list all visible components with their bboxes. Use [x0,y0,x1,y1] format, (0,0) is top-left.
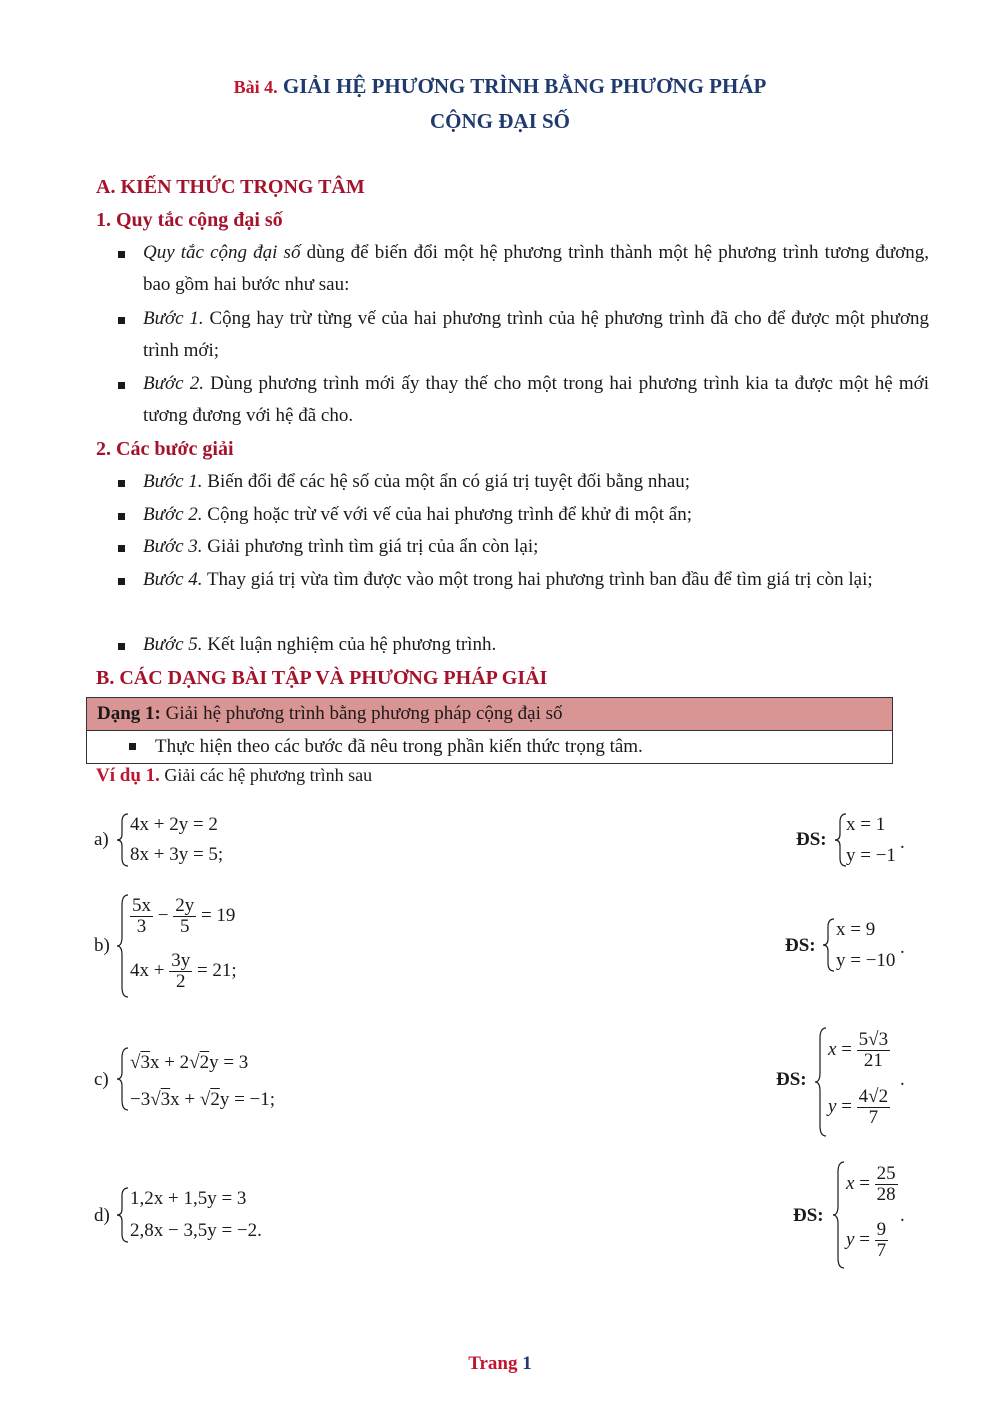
exercise-a-label: a) [94,829,109,850]
answer-d-period: . [900,1205,905,1226]
fraction-numerator: 2y [175,895,195,916]
answer-a-x: x = 1 [846,814,886,835]
answer-a-period: . [900,832,905,853]
exercise-d-eq2: 2,8x − 3,5y = −2. [130,1220,262,1241]
fraction-numerator: 5√3 [858,1029,889,1050]
answer-a-label: ĐS: [796,829,827,850]
exercise-d-label: d) [94,1205,110,1226]
brace-icon [822,917,836,973]
brace-icon [116,812,130,868]
lesson-number: Bài 4. [233,77,278,97]
bullet [118,629,125,661]
dang-label: Dạng 1: [97,703,161,724]
rule-item-2 [143,303,929,367]
answer-c-label: ĐS: [776,1069,807,1090]
answer-c-x: x = $\frac{5√3}{21}$ [828,1029,889,1071]
dang-title: Giải hệ phương trình bằng phương pháp cộng đại số [160,703,563,724]
rule-item-text: Dùng phương trình mới ấy thay thế cho một trong hai phương trình kia ta được một hệ mới tương đương với hệ đã cho. [143,373,929,426]
exercise-a-eq2: 8x + 3y = 5; [130,844,224,865]
brace-icon [116,1046,130,1112]
answer-d-x: x = $\frac{25}{28}$ [846,1163,896,1205]
bullet [118,466,125,498]
step-item-text: Cộng hoặc trừ vế với vế của hai phương trình để khử đi một ẩn; [202,504,693,525]
rule-item-text: Cộng hay trừ từng vế của hai phương trình của hệ phương trình đã cho để được một phương trình mới; [143,308,930,361]
exercise-b-eq2 [130,951,237,992]
title-line1: GIẢI HỆ PHƯƠNG TRÌNH BẰNG PHƯƠNG PHÁP [282,74,767,98]
minus-sign: − [157,904,169,926]
subsection-1-heading: 1. Quy tắc cộng đại số [96,209,283,231]
bullet [118,237,125,269]
rule-item-emphasis: Quy tắc cộng đại số [143,242,301,263]
bullet [118,368,125,400]
step-item-2 [143,499,929,531]
step-item-text: Giải phương trình tìm giá trị của ẩn còn lại; [202,536,539,557]
section-a-heading: A. KIẾN THỨC TRỌNG TÂM [96,176,365,198]
answer-c-period: . [900,1069,905,1090]
bullet [118,564,125,596]
footer-word: Trang [468,1353,518,1374]
example-text: Giải các hệ phương trình sau [159,765,373,785]
step-item-emphasis: Bước 3. [143,536,203,557]
fraction-numerator: 4√2 [858,1086,889,1107]
step-item-text: Kết luận nghiệm của hệ phương trình. [202,634,497,655]
answer-b-x: x = 9 [836,919,876,940]
answer-b-period: . [900,937,905,958]
subsection-2-heading: 2. Các bước giải [96,438,234,460]
equation-rhs: = 21; [196,959,237,981]
exercise-b-label: b) [94,935,110,956]
rule-item-emphasis: Bước 2. [143,373,204,394]
step-item-emphasis: Bước 5. [143,634,203,655]
fraction-numerator: 5x [132,895,151,916]
exercise-c-eq2: −3√3x + √2y = −1; [130,1089,276,1110]
fraction-numerator: 25 [876,1163,896,1184]
step-item-emphasis: Bước 4. [143,569,203,590]
dang-body-text: Thực hiện theo các bước đã nêu trong phần kiến thức trọng tâm. [155,736,643,757]
brace-icon [116,1186,130,1244]
step-item-emphasis: Bước 2. [143,504,203,525]
dang-body [87,731,892,763]
dang-box [86,697,893,764]
bullet [118,303,125,335]
step-item-emphasis: Bước 1. [143,471,203,492]
exercise-a-eq1: 4x + 2y = 2 [130,814,218,835]
bullet [118,531,125,563]
fraction-denominator: 2 [175,970,186,992]
brace-icon [814,1026,828,1138]
dang-header [87,698,892,731]
equation-lhs: 4x + [130,959,165,981]
section-b-heading: B. CÁC DẠNG BÀI TẬP VÀ PHƯƠNG PHÁP GIẢI [96,667,548,689]
example-label: Ví dụ 1. [96,765,160,786]
fraction-denominator: 28 [876,1183,896,1205]
step-item-3 [143,531,929,563]
brace-icon [116,893,130,999]
answer-d-label: ĐS: [793,1205,824,1226]
answer-a-y: y = −1 [846,845,896,866]
fraction-denominator: 7 [868,1106,879,1128]
exercise-b-eq1 [130,896,235,937]
example-heading [96,765,372,787]
step-item-5 [143,629,929,661]
exercise-d-eq1: 1,2x + 1,5y = 3 [130,1188,247,1209]
answer-d-y: y = $\frac{9}{7}$ [846,1219,887,1261]
rule-item-emphasis: Bước 1. [143,308,204,329]
step-item-text: Biến đổi để các hệ số của một ẩn có giá trị tuyệt đối bằng nhau; [202,471,691,492]
equation-rhs: = 19 [200,904,236,926]
brace-icon [832,1160,846,1270]
rule-item-3 [143,368,929,432]
title-line2: CỘNG ĐẠI SỐ [429,109,571,133]
answer-c-y: y = $\frac{4√2}{7}$ [828,1086,889,1128]
page-footer [0,1353,1000,1375]
exercise-c-label: c) [94,1069,109,1090]
fraction-numerator: 3y [171,950,191,971]
page-number: 1 [522,1353,532,1374]
fraction-denominator: 21 [863,1049,883,1071]
answer-b-y: y = −10 [836,950,896,971]
answer-b-label: ĐS: [785,935,816,956]
rule-item-1 [143,237,929,301]
step-item-1 [143,466,929,498]
bullet [118,499,125,531]
rule-item-text: dùng để biến đổi một hệ phương trình thành một hệ phương trình tương đương, bao gồm hai bước như sau: [143,242,930,295]
fraction-numerator: 9 [876,1219,887,1240]
step-item-4 [143,564,929,596]
page-title [0,74,1000,99]
fraction-denominator: 5 [179,915,190,937]
exercise-c-eq1: √3x + 2√2y = 3 [130,1052,249,1073]
fraction-denominator: 7 [876,1239,887,1261]
step-item-text: Thay giá trị vừa tìm được vào một trong hai phương trình ban đầu để tìm giá trị còn lại; [202,569,873,590]
fraction-denominator: 3 [136,915,147,937]
